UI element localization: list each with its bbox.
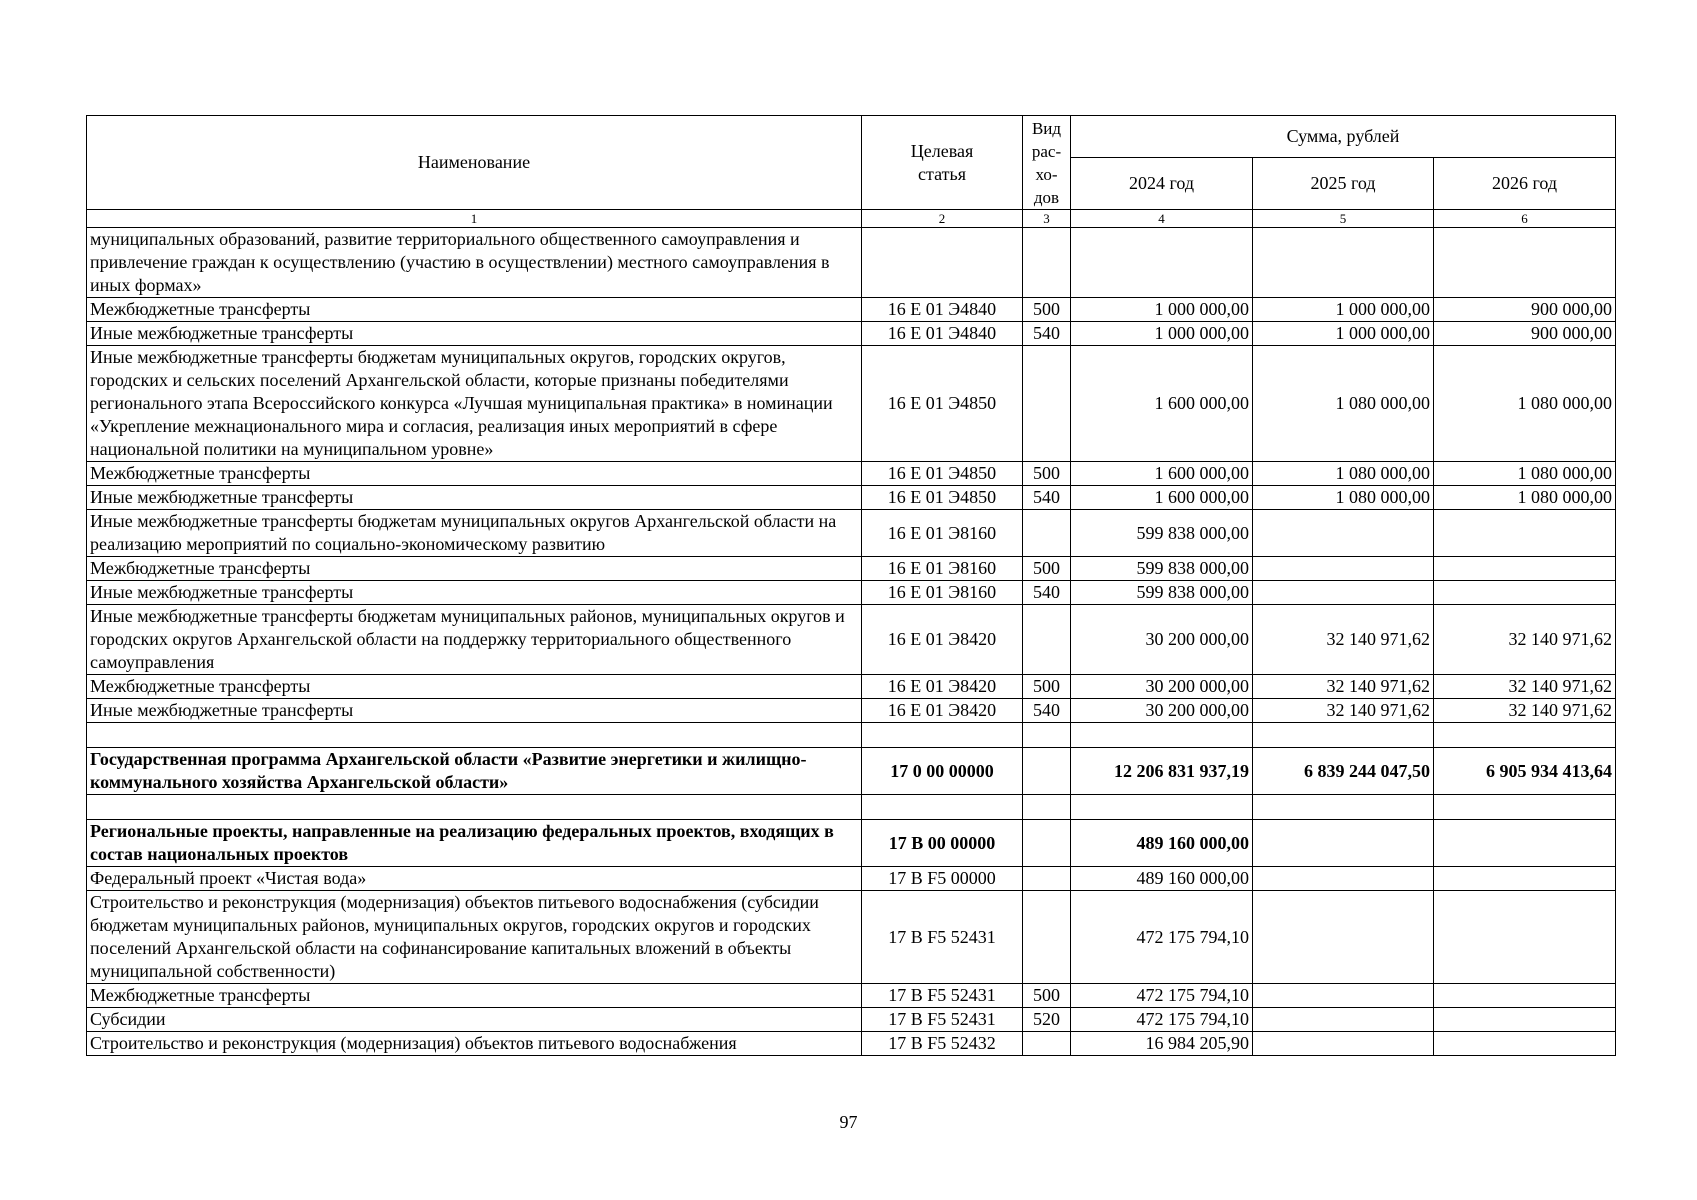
- header-target-article-text: Целевая статья: [910, 140, 974, 184]
- row-amount-2024-cell: 472 175 794,10: [1071, 891, 1253, 984]
- page-number: 97: [839, 1112, 858, 1132]
- row-amount-2024-cell: 30 200 000,00: [1071, 675, 1253, 699]
- row-name-cell: Межбюджетные трансферты: [87, 298, 862, 322]
- row-name-cell: Иные межбюджетные трансферты бюджетам муниципальных округов, городских округов, городских и сельских поселений Архангельской области, которые признаны победителями регионального этапа Всероссийского конкурса «Лучшая муниципальная практика» в номинации «Укрепление межнационального мира и согласия, реализация иных мероприятий в сфере национальной политики на муниципальном уровне»: [87, 346, 862, 462]
- table-row: [87, 867, 1616, 891]
- row-amount-2025-cell: [1253, 228, 1434, 298]
- row-target-article-cell: 16 Е 01 Э4840: [862, 298, 1023, 322]
- row-name-cell: Межбюджетные трансферты: [87, 557, 862, 581]
- row-name-cell: Иные межбюджетные трансферты бюджетам муниципальных районов, муниципальных округов и городских округов Архангельской области на поддержку территориального общественного самоуправления: [87, 605, 862, 675]
- row-amount-2024-cell: 1 000 000,00: [1071, 322, 1253, 346]
- row-amount-2024-cell: 16 984 205,90: [1071, 1032, 1253, 1056]
- row-amount-2026-cell: [1434, 820, 1616, 867]
- table-row: [87, 322, 1616, 346]
- row-name-cell: муниципальных образований, развитие территориального общественного самоуправления и привлечение граждан к осуществлению (участию в осуществлении) местного самоуправления в иных формах»: [87, 228, 862, 298]
- row-target-article-cell: 16 Е 01 Э8160: [862, 581, 1023, 605]
- row-amount-2025-cell: [1253, 1032, 1434, 1056]
- header-expense-type-text: Вид рас-хо-дов: [1031, 118, 1062, 207]
- row-amount-2026-cell: 900 000,00: [1434, 322, 1616, 346]
- row-amount-2025-cell: 1 080 000,00: [1253, 462, 1434, 486]
- row-expense-type-cell: [1023, 346, 1071, 462]
- column-number: 5: [1253, 210, 1434, 228]
- header-name: Наименование: [87, 116, 862, 210]
- row-expense-type-cell: [1023, 510, 1071, 557]
- row-amount-2024-cell: 599 838 000,00: [1071, 557, 1253, 581]
- row-expense-type-cell: [1023, 748, 1071, 795]
- row-target-article-cell: 16 Е 01 Э8160: [862, 510, 1023, 557]
- row-amount-2026-cell: 32 140 971,62: [1434, 605, 1616, 675]
- row-amount-2026-cell: 6 905 934 413,64: [1434, 748, 1616, 795]
- header-sum: Сумма, рублей: [1071, 116, 1616, 158]
- row-amount-2024-cell: 599 838 000,00: [1071, 510, 1253, 557]
- row-amount-2024-cell: 599 838 000,00: [1071, 581, 1253, 605]
- row-name-cell: Строительство и реконструкция (модернизация) объектов питьевого водоснабжения: [87, 1032, 862, 1056]
- row-amount-2026-cell: [1434, 867, 1616, 891]
- row-amount-2026-cell: [1434, 557, 1616, 581]
- header-expense-type: [1023, 116, 1071, 210]
- row-amount-2025-cell: 32 140 971,62: [1253, 605, 1434, 675]
- row-name-cell: Федеральный проект «Чистая вода»: [87, 867, 862, 891]
- row-target-article-cell: 17 В F5 52431: [862, 984, 1023, 1008]
- row-expense-type-cell: 500: [1023, 462, 1071, 486]
- row-target-article-cell: 17 В F5 52431: [862, 891, 1023, 984]
- empty-row: [87, 723, 1616, 748]
- row-expense-type-cell: 540: [1023, 322, 1071, 346]
- row-amount-2024-cell: 1 600 000,00: [1071, 486, 1253, 510]
- table-row: [87, 675, 1616, 699]
- row-amount-2026-cell: 1 080 000,00: [1434, 486, 1616, 510]
- row-amount-2024-cell: 1 600 000,00: [1071, 346, 1253, 462]
- row-expense-type-cell: [1023, 795, 1071, 820]
- table-row: [87, 891, 1616, 984]
- row-amount-2025-cell: [1253, 867, 1434, 891]
- table-row: [87, 298, 1616, 322]
- row-name-cell: Государственная программа Архангельской области «Развитие энергетики и жилищно-коммунального хозяйства Архангельской области»: [87, 748, 862, 795]
- table-row: [87, 820, 1616, 867]
- row-target-article-cell: 17 В F5 52431: [862, 1008, 1023, 1032]
- row-name-cell: Иные межбюджетные трансферты: [87, 322, 862, 346]
- row-amount-2025-cell: [1253, 795, 1434, 820]
- row-target-article-cell: 17 0 00 00000: [862, 748, 1023, 795]
- row-amount-2024-cell: 472 175 794,10: [1071, 984, 1253, 1008]
- row-name-cell: Межбюджетные трансферты: [87, 984, 862, 1008]
- row-amount-2024-cell: [1071, 228, 1253, 298]
- row-expense-type-cell: 500: [1023, 675, 1071, 699]
- row-expense-type-cell: 500: [1023, 557, 1071, 581]
- row-amount-2025-cell: 1 080 000,00: [1253, 346, 1434, 462]
- empty-row: [87, 795, 1616, 820]
- row-amount-2025-cell: 6 839 244 047,50: [1253, 748, 1434, 795]
- row-target-article-cell: 16 Е 01 Э8420: [862, 675, 1023, 699]
- row-amount-2024-cell: 472 175 794,10: [1071, 1008, 1253, 1032]
- table-row: [87, 486, 1616, 510]
- column-number: 3: [1023, 210, 1071, 228]
- table-row: [87, 557, 1616, 581]
- row-name-cell: [87, 723, 862, 748]
- row-target-article-cell: [862, 723, 1023, 748]
- row-amount-2025-cell: [1253, 984, 1434, 1008]
- row-target-article-cell: 16 Е 01 Э4850: [862, 486, 1023, 510]
- row-amount-2024-cell: 1 000 000,00: [1071, 298, 1253, 322]
- table-row: [87, 605, 1616, 675]
- row-amount-2026-cell: [1434, 891, 1616, 984]
- row-expense-type-cell: [1023, 228, 1071, 298]
- row-expense-type-cell: [1023, 820, 1071, 867]
- row-expense-type-cell: 540: [1023, 699, 1071, 723]
- row-target-article-cell: 16 Е 01 Э8420: [862, 605, 1023, 675]
- table-row: [87, 346, 1616, 462]
- row-amount-2025-cell: 1 080 000,00: [1253, 486, 1434, 510]
- row-amount-2025-cell: 1 000 000,00: [1253, 322, 1434, 346]
- row-amount-2026-cell: [1434, 1032, 1616, 1056]
- row-target-article-cell: [862, 795, 1023, 820]
- row-target-article-cell: 16 Е 01 Э4840: [862, 322, 1023, 346]
- row-amount-2026-cell: [1434, 723, 1616, 748]
- row-name-cell: Субсидии: [87, 1008, 862, 1032]
- row-expense-type-cell: 540: [1023, 486, 1071, 510]
- row-amount-2026-cell: 1 080 000,00: [1434, 346, 1616, 462]
- row-expense-type-cell: 540: [1023, 581, 1071, 605]
- row-name-cell: Иные межбюджетные трансферты: [87, 486, 862, 510]
- row-amount-2025-cell: [1253, 891, 1434, 984]
- row-amount-2026-cell: [1434, 1008, 1616, 1032]
- header-year-2026: 2026 год: [1434, 158, 1616, 210]
- table-row: [87, 1008, 1616, 1032]
- row-amount-2026-cell: 900 000,00: [1434, 298, 1616, 322]
- row-expense-type-cell: 500: [1023, 984, 1071, 1008]
- row-expense-type-cell: [1023, 1032, 1071, 1056]
- row-target-article-cell: 16 Е 01 Э4850: [862, 346, 1023, 462]
- table-body: [87, 228, 1616, 1056]
- row-amount-2025-cell: [1253, 1008, 1434, 1032]
- row-expense-type-cell: [1023, 723, 1071, 748]
- row-amount-2025-cell: [1253, 723, 1434, 748]
- row-amount-2024-cell: [1071, 795, 1253, 820]
- row-amount-2026-cell: 1 080 000,00: [1434, 462, 1616, 486]
- row-amount-2026-cell: [1434, 795, 1616, 820]
- row-amount-2025-cell: [1253, 581, 1434, 605]
- row-amount-2024-cell: 30 200 000,00: [1071, 699, 1253, 723]
- row-target-article-cell: 16 Е 01 Э8160: [862, 557, 1023, 581]
- row-amount-2025-cell: [1253, 557, 1434, 581]
- table-row: [87, 228, 1616, 298]
- column-number-row: [87, 210, 1616, 228]
- table-row: [87, 699, 1616, 723]
- row-amount-2026-cell: 32 140 971,62: [1434, 699, 1616, 723]
- row-expense-type-cell: [1023, 605, 1071, 675]
- row-amount-2025-cell: [1253, 510, 1434, 557]
- row-name-cell: Иные межбюджетные трансферты: [87, 699, 862, 723]
- column-number: 4: [1071, 210, 1253, 228]
- row-amount-2024-cell: 12 206 831 937,19: [1071, 748, 1253, 795]
- table-row: [87, 462, 1616, 486]
- row-amount-2025-cell: 32 140 971,62: [1253, 675, 1434, 699]
- row-target-article-cell: 16 Е 01 Э4850: [862, 462, 1023, 486]
- row-amount-2026-cell: [1434, 228, 1616, 298]
- header-year-2025: 2025 год: [1253, 158, 1434, 210]
- row-target-article-cell: [862, 228, 1023, 298]
- row-amount-2024-cell: 30 200 000,00: [1071, 605, 1253, 675]
- row-name-cell: Строительство и реконструкция (модернизация) объектов питьевого водоснабжения (субсидии бюджетам муниципальных районов, муниципальных округов, городских округов и городских поселений Архангельской области на софинансирование капитальных вложений в объекты муниципальной собственности): [87, 891, 862, 984]
- row-amount-2024-cell: 1 600 000,00: [1071, 462, 1253, 486]
- table-row: [87, 984, 1616, 1008]
- budget-table: [86, 115, 1616, 1056]
- row-amount-2025-cell: [1253, 820, 1434, 867]
- row-expense-type-cell: 520: [1023, 1008, 1071, 1032]
- row-name-cell: [87, 795, 862, 820]
- table-row: [87, 581, 1616, 605]
- header-target-article: [862, 116, 1023, 210]
- row-target-article-cell: 17 В F5 52432: [862, 1032, 1023, 1056]
- row-expense-type-cell: [1023, 867, 1071, 891]
- row-name-cell: Межбюджетные трансферты: [87, 675, 862, 699]
- row-amount-2025-cell: 1 000 000,00: [1253, 298, 1434, 322]
- row-name-cell: Иные межбюджетные трансферты бюджетам муниципальных округов Архангельской области на реализацию мероприятий по социально-экономическому развитию: [87, 510, 862, 557]
- row-target-article-cell: 17 В F5 00000: [862, 867, 1023, 891]
- row-name-cell: Региональные проекты, направленные на реализацию федеральных проектов, входящих в состав национальных проектов: [87, 820, 862, 867]
- row-target-article-cell: 17 В 00 00000: [862, 820, 1023, 867]
- row-amount-2025-cell: 32 140 971,62: [1253, 699, 1434, 723]
- column-number: 1: [87, 210, 862, 228]
- table-row: [87, 510, 1616, 557]
- row-target-article-cell: 16 Е 01 Э8420: [862, 699, 1023, 723]
- row-amount-2024-cell: 489 160 000,00: [1071, 867, 1253, 891]
- column-number: 6: [1434, 210, 1616, 228]
- row-expense-type-cell: 500: [1023, 298, 1071, 322]
- table-row: [87, 1032, 1616, 1056]
- row-amount-2026-cell: 32 140 971,62: [1434, 675, 1616, 699]
- table-header: [87, 116, 1616, 228]
- column-number: 2: [862, 210, 1023, 228]
- row-amount-2024-cell: 489 160 000,00: [1071, 820, 1253, 867]
- row-amount-2024-cell: [1071, 723, 1253, 748]
- row-expense-type-cell: [1023, 891, 1071, 984]
- row-amount-2026-cell: [1434, 510, 1616, 557]
- row-amount-2026-cell: [1434, 581, 1616, 605]
- row-amount-2026-cell: [1434, 984, 1616, 1008]
- table-row: [87, 748, 1616, 795]
- header-year-2024: 2024 год: [1071, 158, 1253, 210]
- row-name-cell: Межбюджетные трансферты: [87, 462, 862, 486]
- row-name-cell: Иные межбюджетные трансферты: [87, 581, 862, 605]
